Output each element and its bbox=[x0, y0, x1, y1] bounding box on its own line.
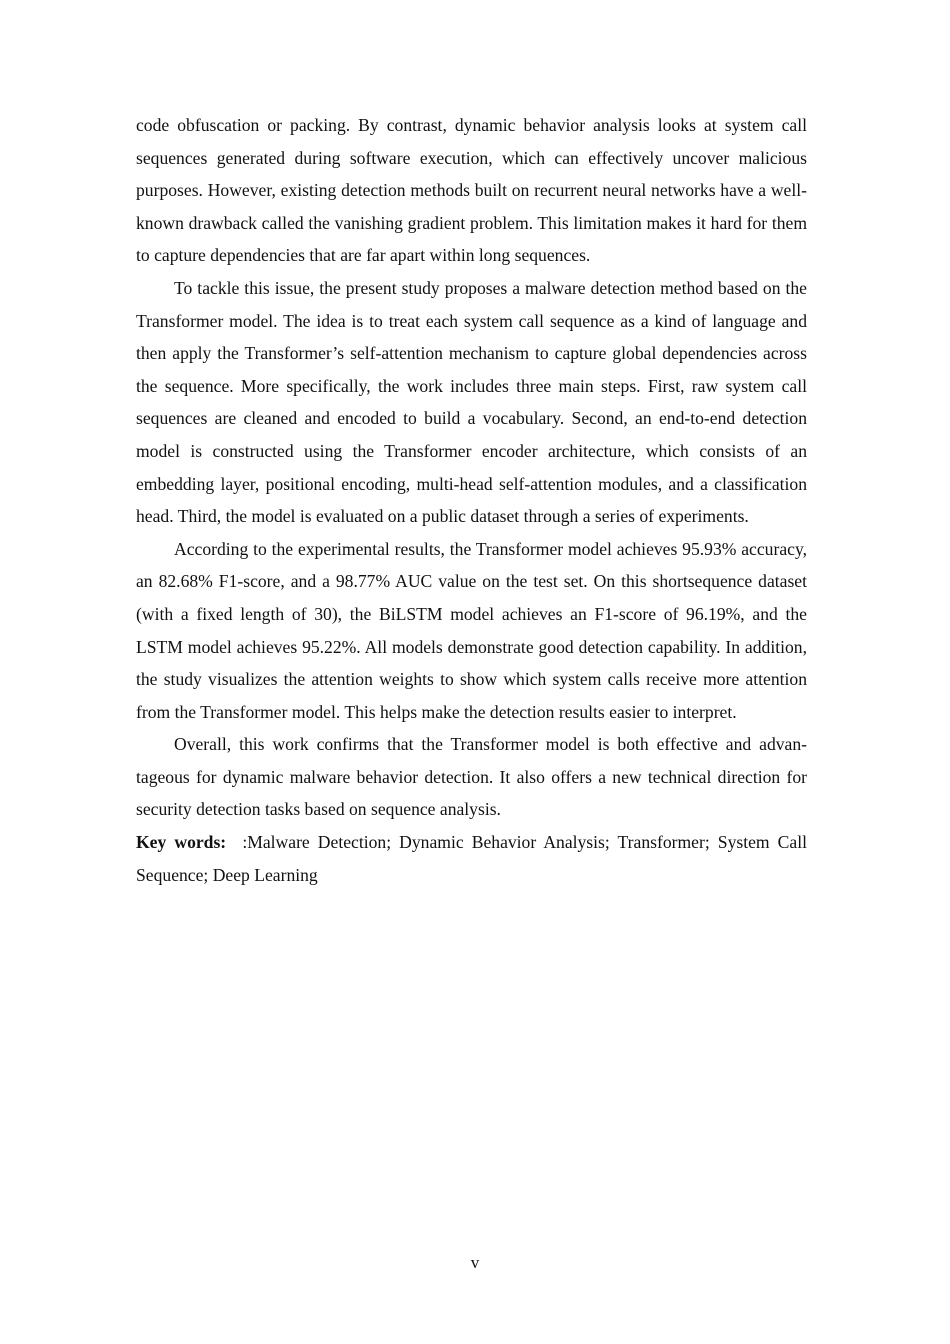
keywords-label: Key words: bbox=[136, 832, 227, 853]
abstract-paragraph-conclusion: Overall, this work confirms that the Transformer model is both effective and advantageous for dynamic malware behavior detection. It also offers a new technical direction for security detection tasks based on sequence analysis. bbox=[136, 734, 807, 820]
keywords-line bbox=[136, 826, 807, 891]
abstract-paragraph-continuation: code obfuscation or packing. By contrast, dynamic behavior analysis looks at system call sequences generated during software execution, which can effectively uncover malicious purposes. However, existing detection methods built on recurrent neural networks have a well-known drawback called the vanishing gradient problem. This limitation makes it hard for them to capture dependencies that are far apart within long sequences. bbox=[136, 115, 807, 266]
abstract-paragraph-results: According to the experimental results, the Transformer model achieves 95.93% accuracy, an 82.68% F1-score, and a 98.77% AUC value on the test set. On this shortsequence dataset (with a fixed length of 30), the BiLSTM model achieves an F1-score of 96.19%, and the LSTM model achieves 95.22%. All models demonstrate good detection capability. In addition, the study visualizes the attention weights to show which system calls receive more attention from the Transformer model. This helps make the detection results easier to interpret. bbox=[136, 538, 807, 722]
abstract-paragraph-problem: To tackle this issue, the present study proposes a malware detection method based on the Transformer model. The idea is to treat each system call sequence as a kind of language and then apply the Transformer’s self-attention mechanism to capture global dependencies across the sequence. More specifically, the work includes three main steps. First, raw system call sequences are cleaned and encoded to build a vocabulary. Second, an end-to-end detection model is constructed using the Transformer encoder architecture, which consists of an embedding layer, positional encoding, multi-head self-attention modules, and a classification head. Third, the model is evaluated on a public dataset through a series of experiments. bbox=[136, 277, 807, 527]
abstract-body bbox=[136, 109, 807, 891]
page-number: v bbox=[470, 1253, 480, 1272]
keywords-text: :Malware Detection; Dynamic Behavior Analysis; Transformer; System Call Sequence; Deep Learning bbox=[136, 832, 808, 885]
